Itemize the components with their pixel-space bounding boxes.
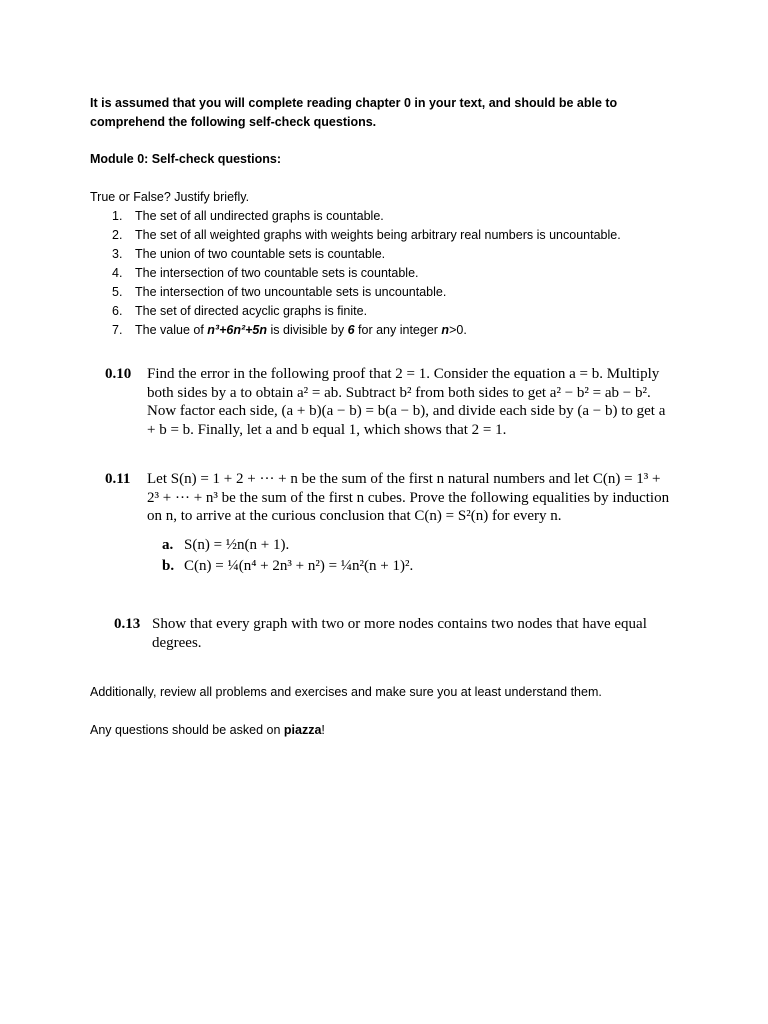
intro-paragraph: It is assumed that you will complete reading chapter 0 in your text, and should be able to comprehend the following self-check questions. bbox=[90, 96, 618, 129]
problem-number: 0.10 bbox=[105, 366, 132, 382]
problem-part-a bbox=[147, 536, 670, 555]
part-text: S(n) = ½n(n + 1). bbox=[184, 536, 290, 553]
module-heading: Module 0: Self-check questions: bbox=[90, 152, 282, 166]
review-note: Additionally, review all problems and exercises and make sure you at least understand them. bbox=[90, 685, 602, 699]
problem-number: 0.13 bbox=[114, 616, 141, 632]
item-number: 1. bbox=[112, 209, 123, 223]
item-text: The set of directed acyclic graphs is finite. bbox=[135, 304, 368, 318]
item-text: The union of two countable sets is countable. bbox=[135, 247, 386, 261]
item-text: The set of all undirected graphs is countable. bbox=[135, 209, 384, 223]
item-number: 6. bbox=[112, 304, 123, 318]
problem-text: Let S(n) = 1 + 2 + ··· + n be the sum of the first n natural numbers and let C(n) = 1³ + 2³ + ··· + n³ be the sum of the first n cubes. Prove the following equalities by induction on n, to arrive at the curious conclusion that C(n) = S²(n) for every n. bbox=[147, 471, 670, 524]
problem-0-11 bbox=[105, 470, 670, 576]
list-item bbox=[90, 321, 730, 340]
list-item bbox=[90, 283, 730, 302]
problem-part-b bbox=[147, 557, 670, 576]
item-text: The intersection of two uncountable sets is uncountable. bbox=[135, 285, 447, 299]
list-item bbox=[90, 226, 730, 245]
true-false-list bbox=[90, 207, 730, 340]
item-text: The set of all weighted graphs with weights being arbitrary real numbers is uncountable. bbox=[135, 228, 621, 242]
item-number: 3. bbox=[112, 247, 123, 261]
integer-variable: n bbox=[441, 323, 450, 337]
part-text: C(n) = ¼(n⁴ + 2n³ + n²) = ¼n²(n + 1)². bbox=[184, 558, 414, 574]
item-text-7: The value of n³+6n²+5n is divisible by 6 for any integer n>0. bbox=[135, 323, 467, 337]
problem-0-10 bbox=[105, 365, 670, 439]
questions-note: Any questions should be asked on piazza! bbox=[90, 723, 325, 737]
list-item bbox=[90, 207, 730, 226]
list-item bbox=[90, 264, 730, 283]
problem-text: Show that every graph with two or more nodes contains two nodes that have equal degrees. bbox=[152, 616, 647, 651]
problem-0-13 bbox=[114, 615, 674, 652]
problem-number: 0.11 bbox=[105, 471, 131, 487]
piazza-link[interactable]: piazza bbox=[283, 723, 322, 737]
polynomial-expression: n³+6n²+5n bbox=[207, 323, 268, 337]
divisor-value: 6 bbox=[347, 323, 355, 337]
list-item bbox=[90, 245, 730, 264]
list-item bbox=[90, 302, 730, 321]
part-label: a. bbox=[162, 536, 174, 553]
item-number: 4. bbox=[112, 266, 123, 280]
true-false-prompt: True or False? Justify briefly. bbox=[90, 190, 250, 204]
item-text: The intersection of two countable sets is countable. bbox=[135, 266, 419, 280]
item-number: 5. bbox=[112, 285, 123, 299]
item-number: 2. bbox=[112, 228, 123, 242]
problem-text: Find the error in the following proof that 2 = 1. Consider the equation a = b. Multiply both sides by a to obtain a² = ab. Subtract b² from both sides to get a² − b² = ab − b². Now factor each side, (a + b)(a − b) = b(a − b), and divide each side by (a − b) to get a + b = b. Finally, let a and b equal 1, which shows that 2 = 1. bbox=[147, 366, 666, 438]
part-label: b. bbox=[162, 558, 175, 574]
item-number: 7. bbox=[112, 323, 123, 337]
